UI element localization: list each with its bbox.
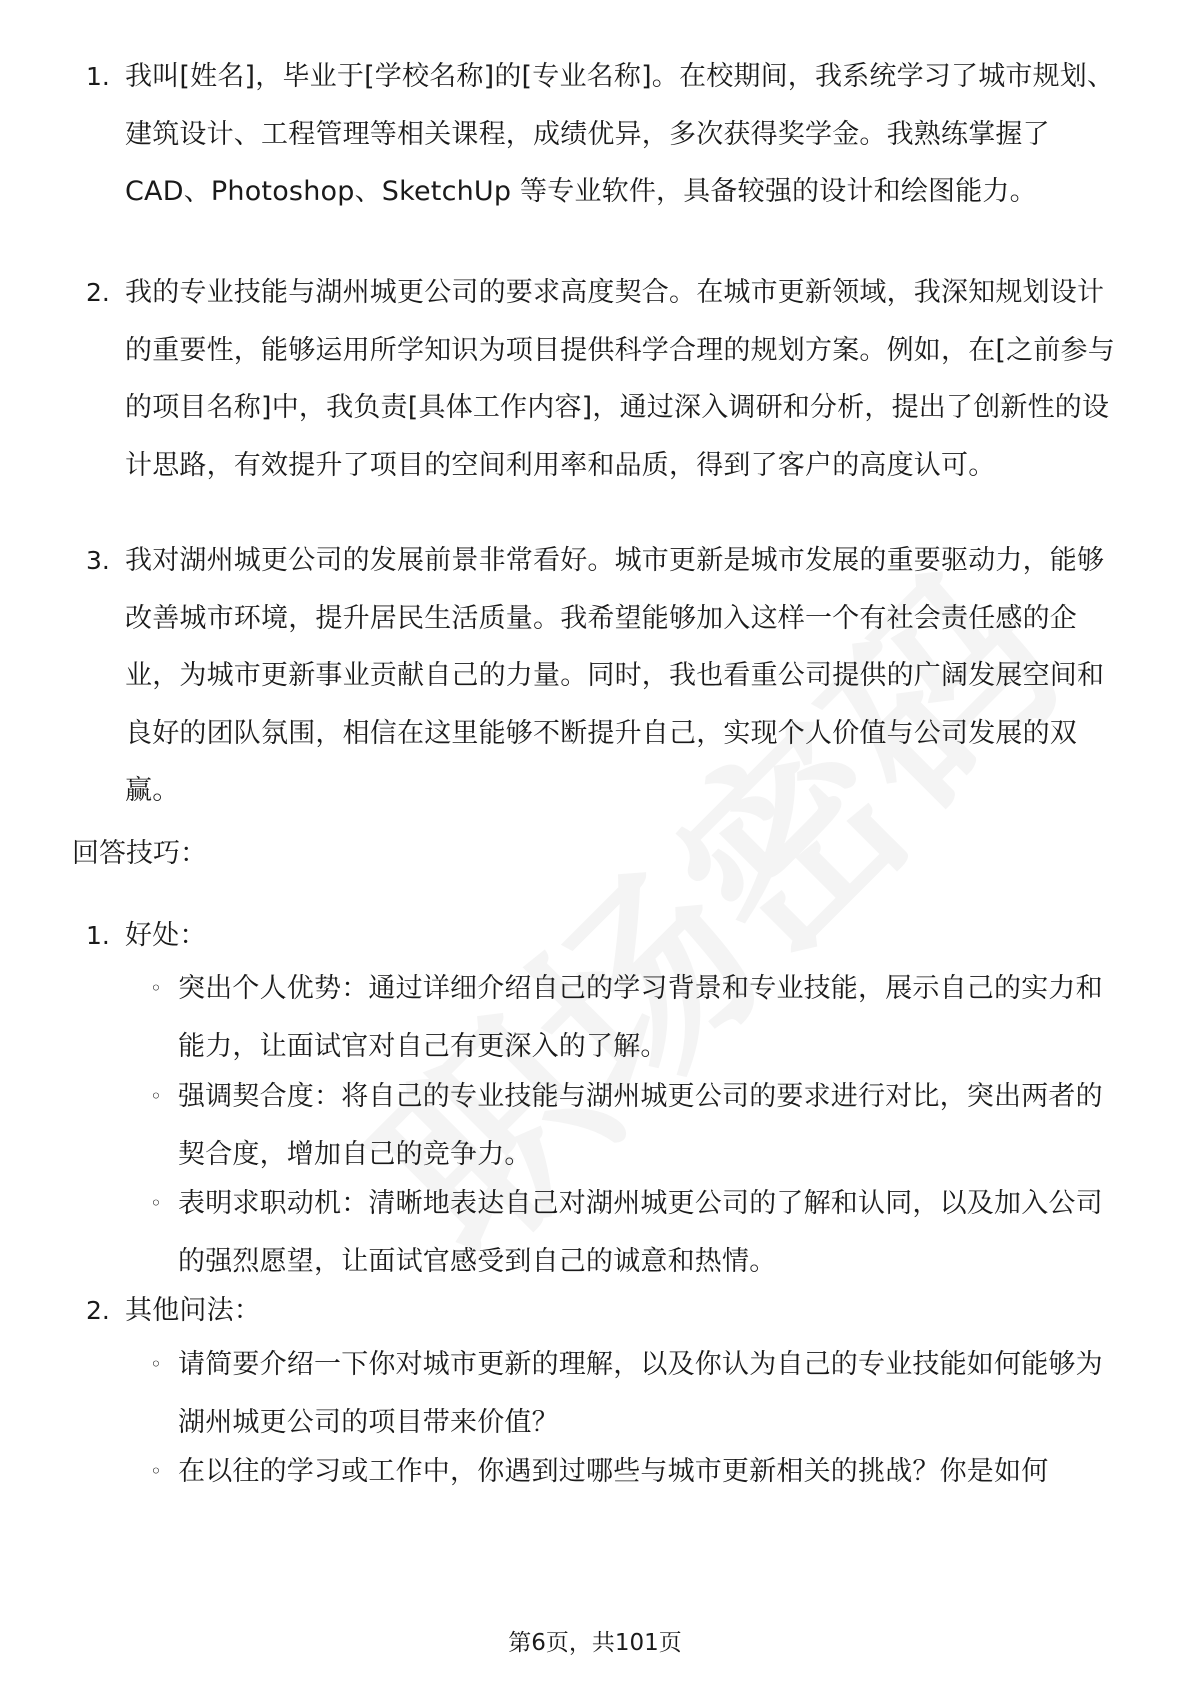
list-number: 1. (86, 921, 110, 950)
list-number: 3. (86, 546, 110, 575)
tips-item-title: 好处： (125, 920, 207, 951)
bullet-icon: ◦ (150, 1352, 162, 1376)
list-number: 2. (86, 278, 110, 307)
list-item-text: 我的专业技能与湖州城更公司的要求高度契合。在城市更新领域，我深知规划设计的重要性，能够运用所学知识为项目提供科学合理的规划方案。例如，在[之前参与的项目名称]中，我负责[具体工作内容]，通过深入调研和分析，提出了创新性的设计思路，有效提升了项目的空间利用率和品质，得到了客户的高度认可。 (125, 277, 1115, 481)
tips-item-title: 其他问法： (125, 1295, 261, 1326)
list-number: 2. (86, 1296, 110, 1325)
sub-list-item-text: 请简要介绍一下你对城市更新的理解，以及你认为自己的专业技能如何能够为湖州城更公司的项目带来价值？ (178, 1349, 1103, 1438)
bullet-icon: ◦ (150, 1084, 162, 1108)
bullet-icon: ◦ (150, 1459, 162, 1483)
sub-list-item-text: 突出个人优势：通过详细介绍自己的学习背景和专业技能，展示自己的实力和能力，让面试官对自己有更深入的了解。 (178, 973, 1103, 1062)
sub-list-item-text: 强调契合度：将自己的专业技能与湖州城更公司的要求进行对比，突出两者的契合度，增加自己的竞争力。 (178, 1081, 1103, 1170)
bullet-icon: ◦ (150, 976, 162, 1000)
page-number: 第6页，共101页 (508, 1630, 682, 1656)
sub-list-item-text: 在以往的学习或工作中，你遇到过哪些与城市更新相关的挑战？你是如何 (178, 1456, 1049, 1487)
section-heading: 回答技巧： (72, 838, 207, 869)
list-item-text: 我叫[姓名]，毕业于[学校名称]的[专业名称]。在校期间，我系统学习了城市规划、建筑设计、工程管理等相关课程，成绩优异，多次获得奖学金。我熟练掌握了 CAD、Photoshop、SketchUp 等专业软件，具备较强的设计和绘图能力。 (125, 61, 1115, 207)
sub-list-item-text: 表明求职动机：清晰地表达自己对湖州城更公司的了解和认同，以及加入公司的强烈愿望，让面试官感受到自己的诚意和热情。 (178, 1188, 1103, 1277)
list-item-text: 我对湖州城更公司的发展前景非常看好。城市更新是城市发展的重要驱动力，能够改善城市环境，提升居民生活质量。我希望能够加入这样一个有社会责任感的企业，为城市更新事业贡献自己的力量。同时，我也看重公司提供的广阔发展空间和良好的团队氛围，相信在这里能够不断提升自己，实现个人价值与公司发展的双赢。 (125, 545, 1105, 806)
bullet-icon: ◦ (150, 1191, 162, 1215)
list-number: 1. (86, 62, 110, 91)
